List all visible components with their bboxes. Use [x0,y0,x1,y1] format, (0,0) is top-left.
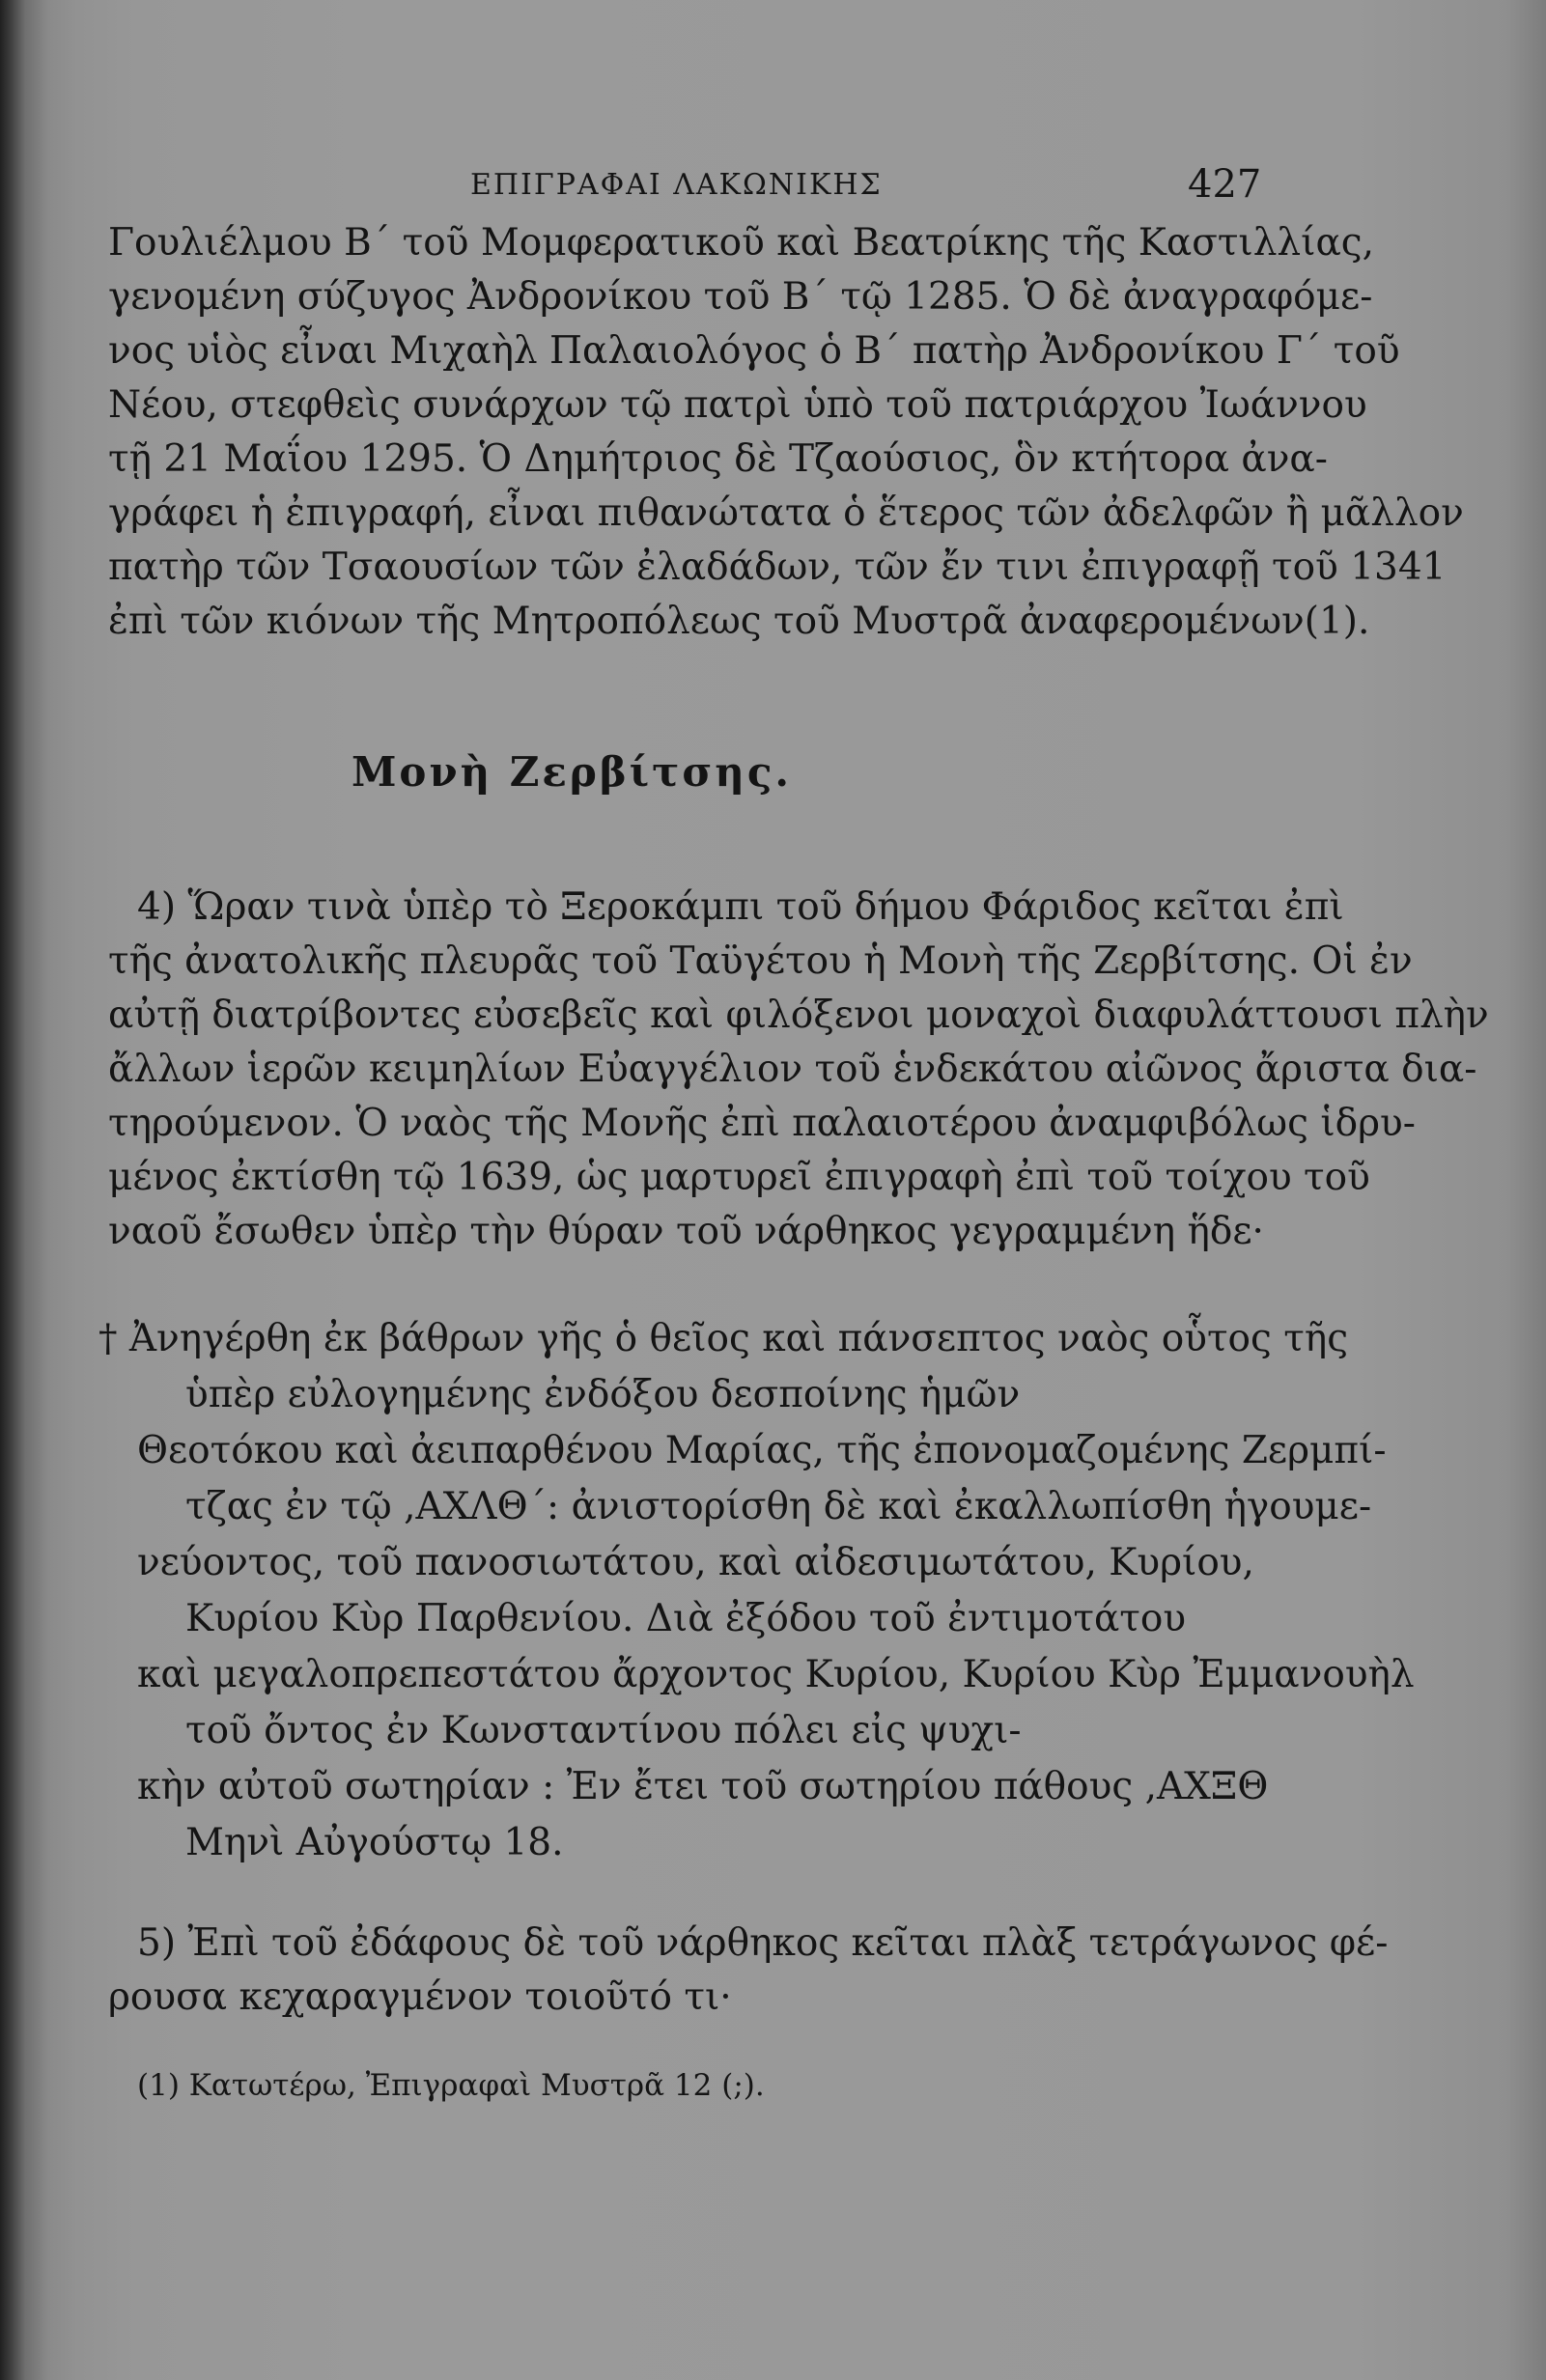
text-line: τῇ 21 Μαΐου 1295. Ὁ Δημήτριος δὲ Τζαούσιος, ὃν κτήτορα ἀνα- [108,437,1328,481]
text-line: νος υἱὸς εἶναι Μιχαὴλ Παλαιολόγος ὁ Β΄ πατὴρ Ἀνδρονίκου Γ΄ τοῦ [108,329,1400,373]
text-line: πατὴρ τῶν Τσαουσίων τῶν ἐλαδάδων, τῶν ἔν τινι ἐπιγραφῇ τοῦ 1341 [108,546,1447,589]
text-line: γράφει ἡ ἐπιγραφή, εἶναι πιθανώτατα ὁ ἕτερος τῶν ἀδελφῶν ἢ μᾶλλον [108,491,1464,535]
text-line: Γουλιέλμου Β΄ τοῦ Μομφερατικοῦ καὶ Βεατρίκης τῆς Καστιλλίας, [108,221,1375,265]
text-line: αὐτῇ διατρίβοντες εὐσεβεῖς καὶ φιλόξενοι μοναχοὶ διαφυλάττουσι πλὴν [108,994,1489,1037]
text-line: ναοῦ ἔσωθεν ὑπὲρ τὴν θύραν τοῦ νάρθηκος γεγραμμένη ἥδε· [108,1210,1264,1253]
text-line: ρουσα κεχαραγμένον τοιοῦτό τι· [108,1975,732,2019]
inscription-line: Κυρίου Κὺρ Παρθενίου. Διὰ ἐξόδου τοῦ ἐντιμοτάτου [185,1597,1187,1640]
page-header [108,154,1267,212]
text-line: τηρούμενον. Ὁ ναὸς τῆς Μονῆς ἐπὶ παλαιοτέρου ἀναμφιβόλως ἱδρυ- [108,1102,1416,1145]
page-number: 427 [1188,162,1262,207]
inscription-line: Μηνὶ Αὐγούστῳ 18. [185,1821,564,1864]
inscription-line: καὶ μεγαλοπρεπεστάτου ἄρχοντος Κυρίου, Κυρίου Κὺρ Ἐμμανουὴλ [137,1653,1415,1696]
inscription-line: κὴν αὐτοῦ σωτηρίαν : Ἐν ἔτει τοῦ σωτηρίου πάθους ,ΑΧΞΘ [137,1765,1269,1808]
text-line: 4) Ὥραν τινὰ ὑπὲρ τὸ Ξεροκάμπι τοῦ δήμου Φάριδος κεῖται ἐπὶ [137,885,1344,929]
inscription-line: τοῦ ὄντος ἐν Κωνσταντίνου πόλει εἰς ψυχι- [185,1709,1022,1752]
section-heading: Μονὴ Ζερβίτσης. [351,748,793,796]
footnote: (1) Κατωτέρω, Ἐπιγραφαὶ Μυστρᾶ 12 (;). [137,2068,765,2103]
inscription-line: † Ἀνηγέρθη ἐκ βάθρων γῆς ὁ θεῖος καὶ πάνσεπτος ναὸς οὗτος τῆς [98,1317,1349,1360]
text-line: τῆς ἀνατολικῆς πλευρᾶς τοῦ Ταϋγέτου ἡ Μονὴ τῆς Ζερβίτσης. Οἱ ἐν [108,939,1413,983]
text-line: ἐπὶ τῶν κιόνων τῆς Μητροπόλεως τοῦ Μυστρᾶ ἀναφερομένων(1). [108,600,1370,643]
text-line: μένος ἐκτίσθη τῷ 1639, ὡς μαρτυρεῖ ἐπιγραφὴ ἐπὶ τοῦ τοίχου τοῦ [108,1156,1370,1199]
inscription-line: νεύοντος, τοῦ πανοσιωτάτου, καὶ αἰδεσιμωτάτου, Κυρίου, [137,1541,1254,1584]
text-line: 5) Ἐπὶ τοῦ ἐδάφους δὲ τοῦ νάρθηκος κεῖται πλὰξ τετράγωνος φέ- [137,1921,1389,1965]
text-line: Νέου, στεφθεὶς συνάρχων τῷ πατρὶ ὑπὸ τοῦ πατριάρχου Ἰωάννου [108,383,1367,427]
inscription-line: τζας ἐν τῷ ,ΑΧΛΘ΄: ἀνιστορίσθη δὲ καὶ ἐκαλλωπίσθη ἡγουμε- [185,1485,1372,1528]
inscription-line: Θεοτόκου καὶ ἀειπαρθένου Μαρίας, τῆς ἐπονομαζομένης Ζερμπί- [137,1429,1387,1472]
text-line: ἄλλων ἱερῶν κειμηλίων Εὐαγγέλιον τοῦ ἑνδεκάτου αἰῶνος ἄριστα δια- [108,1048,1477,1091]
running-title: ΕΠΙΓΡΑΦΑΙ ΛΑΚΩΝΙΚΗΣ [470,168,883,202]
text-line: γενομένη σύζυγος Ἀνδρονίκου τοῦ Β΄ τῷ 1285. Ὁ δὲ ἀναγραφόμε- [108,275,1373,319]
inscription-line: ὑπὲρ εὐλογημένης ἐνδόξου δεσποίνης ἡμῶν [185,1373,1021,1416]
